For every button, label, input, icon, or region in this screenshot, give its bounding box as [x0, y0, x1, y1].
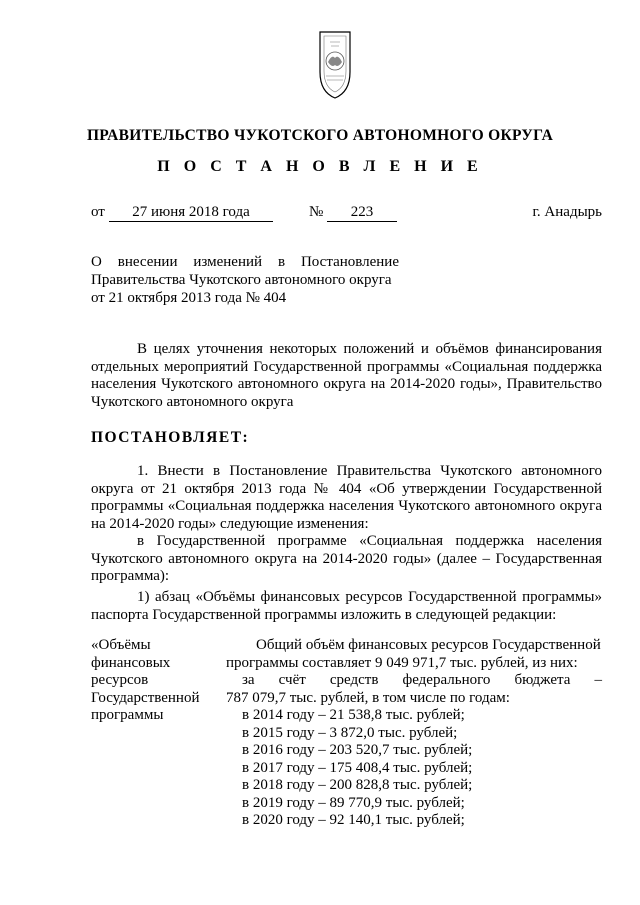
organization-title: ПРАВИТЕЛЬСТВО ЧУКОТСКОГО АВТОНОМНОГО ОКРУГА: [86, 127, 554, 144]
item-1-sub-paragraph: [91, 533, 602, 586]
year-amount: в 2019 году – 89 770,9 тыс. рублей;: [242, 794, 465, 811]
item-1-text: 1. Внести в Постановление Правительства Чукотского автономного округа от 21 октября 2013 года № 404 «Об утверждении Государственной программы «Социальная поддержка населения Чукотского автономного округа на 2014-2020 годы» следующие изменения:: [91, 463, 602, 532]
passport-field-value: [226, 637, 602, 830]
federal-word: бюджета: [514, 672, 571, 688]
subject-line: от 21 октября 2013 года № 404: [91, 290, 287, 306]
federal-word: –: [594, 672, 602, 688]
document-meta: [91, 204, 602, 226]
date-prefix: от: [91, 204, 105, 220]
federal-total: 787 079,7 тыс. рублей, в том числе по годам:: [226, 689, 510, 706]
preamble-text: В целях уточнения некоторых положений и объёмов финансирования отдельных мероприятий Государственной программы «Социальная поддержка населения Чукотского автономного округа на 2014-2020 годы», Правительство Чукотского автономного округа: [91, 341, 602, 410]
federal-word: федерального: [402, 672, 491, 688]
year-amount: в 2016 году – 203 520,7 тыс. рублей;: [242, 742, 473, 758]
coat-of-arms-icon: [312, 28, 358, 100]
year-amount: в 2014 году – 21 538,8 тыс. рублей;: [242, 707, 465, 723]
subject-line: Правительства Чукотского автономного округа: [91, 272, 392, 288]
document-number: 223: [327, 204, 397, 222]
passport-field-name: [91, 637, 211, 725]
federal-word: за: [242, 672, 255, 688]
decides-heading: ПОСТАНОВЛЯЕТ:: [91, 429, 250, 446]
total-line: Общий объём финансовых ресурсов Государственной: [256, 637, 601, 653]
number-sign: №: [309, 204, 324, 220]
subject-line: О внесении изменений в Постановление: [91, 254, 399, 270]
field-name-line: ресурсов: [91, 672, 149, 688]
document-subject: [91, 253, 399, 307]
subitem-1-text: 1) абзац «Объёмы финансовых ресурсов Государственной программы» паспорта Государственной программы изложить в следующей редакции:: [91, 589, 602, 623]
field-name-line: программы: [91, 707, 164, 723]
field-name-line: «Объёмы: [91, 637, 151, 653]
field-name-line: финансовых: [91, 654, 171, 671]
year-amount: в 2018 году – 200 828,8 тыс. рублей;: [242, 777, 473, 793]
item-1-paragraph: [91, 463, 602, 533]
federal-line: [226, 672, 602, 690]
total-line: программы составляет 9 049 971,7 тыс. рублей, из них:: [226, 654, 578, 671]
document-date: 27 июня 2018 года: [109, 204, 273, 222]
field-name-line: Государственной: [91, 689, 200, 706]
document-type-title: П О С Т А Н О В Л Е Н И Е: [157, 158, 483, 175]
document-city: г. Анадырь: [532, 204, 602, 220]
year-amount: в 2015 году – 3 872,0 тыс. рублей;: [242, 724, 458, 741]
year-amount: в 2017 году – 175 408,4 тыс. рублей;: [242, 759, 473, 776]
year-amount: в 2020 году – 92 140,1 тыс. рублей;: [242, 812, 465, 828]
preamble-paragraph: [91, 341, 602, 411]
subitem-1-paragraph: [91, 589, 602, 624]
federal-word: средств: [329, 672, 379, 688]
federal-word: счёт: [278, 672, 306, 688]
item-1-sub-text: в Государственной программе «Социальная поддержка населения Чукотского автономного округа на 2014-2020 годы» (далее – Государственная программа):: [91, 533, 602, 584]
